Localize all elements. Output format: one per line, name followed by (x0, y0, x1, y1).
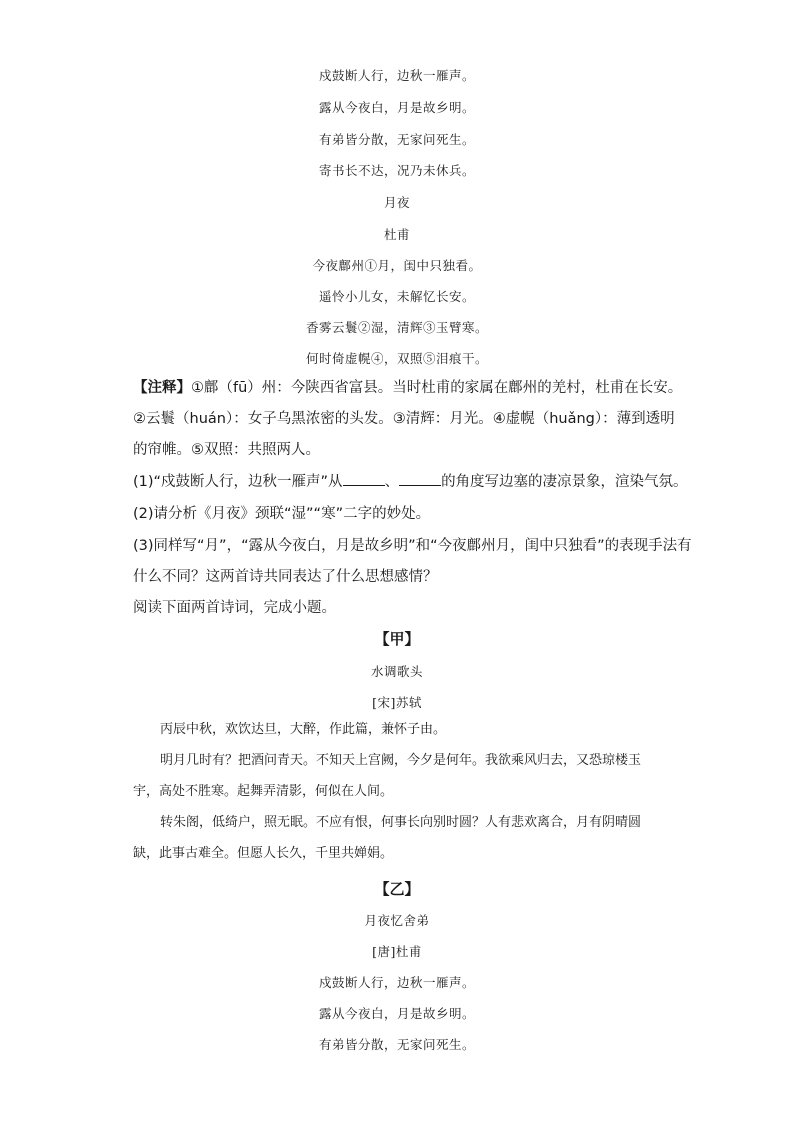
poem-line: 寄书长不达，况乃未休兵。 (318, 163, 475, 178)
poem-title: 月夜 (383, 195, 410, 210)
ci-preface: 丙辰中秋，欢饮达旦，大醉，作此篇，兼怀子由。 (160, 722, 447, 737)
question-3-line-2: 什么不同？这两首诗共同表达了什么思想感情？ (133, 569, 438, 585)
poem-line: 遥怜小儿女，未解忆长安。 (318, 289, 475, 304)
poem-line: 今夜鄜州①月，闺中只独看。 (312, 258, 482, 273)
poem-line: 戍鼓断人行，边秋一雁声。 (318, 975, 475, 990)
answer-blank[interactable] (399, 471, 441, 486)
question-1-sep: 、 (384, 474, 400, 490)
poem-line: 露从今夜白，月是故乡明。 (318, 100, 475, 115)
poem-line: 香雾云鬟②湿，清辉③玉臂寒。 (305, 320, 488, 335)
poem-title: 水调歌头 (370, 664, 423, 679)
notes-line-2: ②云鬟（huán）：女子乌黑浓密的头发。③清辉：月光。④虚幌（huǎng）：薄到透明 (133, 411, 675, 427)
poem-line: 何时倚虚幌④，双照⑤泪痕干。 (305, 351, 488, 366)
question-2: (2)请分析《月夜》颈联“湿”“寒”二字的妙处。 (133, 506, 431, 522)
poem-line: 有弟皆分散，无家问死生。 (318, 1037, 475, 1052)
poem-author: [唐]杜甫 (372, 944, 422, 959)
notes-line-1 (133, 373, 683, 403)
poem-line: 露从今夜白，月是故乡明。 (318, 1006, 475, 1021)
ci-text (133, 714, 663, 869)
notes-label: 【注释】 (133, 380, 191, 396)
notes-text: ①鄜（fū）州：今陕西省富县。当时杜甫的家属在鄜州的羌村，杜甫在长安。 (191, 380, 683, 396)
question-1-text: (1)“戍鼓断人行，边秋一雁声”从 (133, 474, 343, 490)
ci-paragraph: 转朱阁，低绮户，照无眠。不应有恨，何事长向别时圆？人有悲欢离合，月有阴晴圆缺，此事古难全。但愿人长久，千里共婵娟。 (133, 815, 642, 861)
notes-line-3: 的帘帷。⑤双照：共照两人。 (133, 442, 320, 458)
poem-line: 有弟皆分散，无家问死生。 (318, 132, 475, 147)
ci-paragraph: 明月几时有？把酒问青天。不知天上宫阙，今夕是何年。我欲乘风归去，又恐琼楼玉宇，高处不胜寒。起舞弄清影，何似在人间。 (133, 753, 642, 799)
instruction: 阅读下面两首诗词，完成小题。 (133, 600, 336, 616)
question-1 (133, 467, 688, 497)
poem-author: 杜甫 (383, 227, 410, 242)
poem-line: 戍鼓断人行，边秋一雁声。 (318, 68, 475, 83)
answer-blank[interactable] (343, 471, 385, 486)
poem-author: [宋]苏轼 (372, 695, 422, 710)
question-1-tail: 的角度写边塞的凄凉景象，渲染气氛。 (441, 474, 688, 490)
section-heading-jia: 【甲】 (374, 630, 420, 648)
section-heading-yi: 【乙】 (374, 880, 420, 898)
poem-title: 月夜忆舍弟 (364, 913, 430, 928)
question-3-line-1: (3)同样写“月”，“露从今夜白，月是故乡明”和“今夜鄜州月，闺中只独看”的表现手法有 (133, 538, 692, 554)
